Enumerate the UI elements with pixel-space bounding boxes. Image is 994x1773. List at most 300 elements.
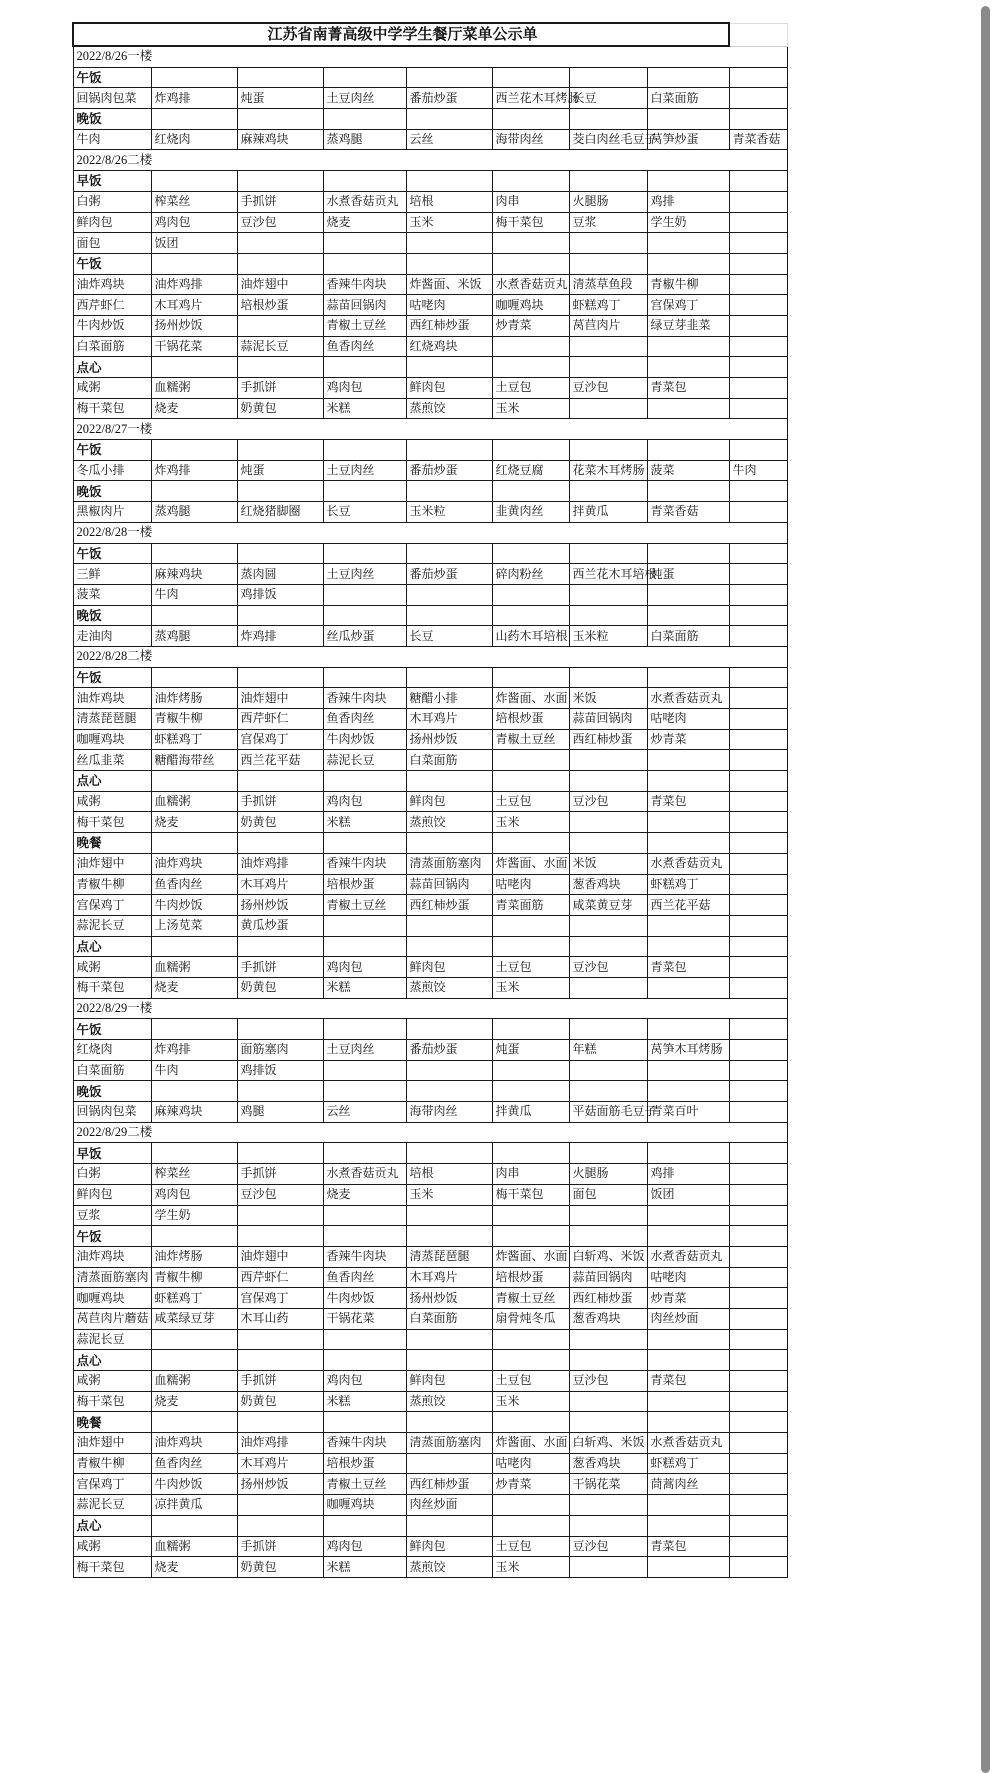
- empty-cell: [323, 1019, 406, 1040]
- dish-cell: 牛肉炒饭: [323, 1288, 406, 1309]
- empty-cell: [323, 253, 406, 274]
- empty-cell: [237, 936, 323, 957]
- dish-cell: 木耳鸡片: [237, 1453, 323, 1474]
- dish-cell: [729, 812, 787, 833]
- dish-cell: 红烧豆腐: [492, 460, 569, 481]
- meal-label: 点心: [73, 357, 151, 378]
- empty-cell: [323, 357, 406, 378]
- table-row: [73, 295, 787, 316]
- table-row: [73, 709, 787, 730]
- dish-cell: 玉米粒: [406, 502, 492, 523]
- dish-cell: 干锅花菜: [323, 1308, 406, 1329]
- dish-cell: 麻辣鸡块: [151, 1102, 237, 1123]
- dish-cell: 梅干菜包: [492, 212, 569, 233]
- table-row: [73, 274, 787, 295]
- dish-cell: 蒸鸡腿: [323, 129, 406, 150]
- empty-cell: [151, 1019, 237, 1040]
- dish-cell: 土豆包: [492, 957, 569, 978]
- date-row: [73, 998, 787, 1019]
- dish-cell: 米糕: [323, 1557, 406, 1578]
- date-row: [73, 522, 787, 543]
- dish-cell: 冬瓜小排: [73, 460, 151, 481]
- dish-cell: 西红柿炒蛋: [406, 315, 492, 336]
- empty-cell: [729, 23, 787, 46]
- dish-cell: 长豆: [323, 502, 406, 523]
- table-row: [73, 460, 787, 481]
- dish-cell: 莴笋木耳烤肠: [647, 1040, 729, 1061]
- dish-cell: 菠菜: [647, 460, 729, 481]
- meal-header-row: [73, 936, 787, 957]
- dish-cell: 茼蒿肉丝: [647, 1474, 729, 1495]
- empty-cell: [729, 1226, 787, 1247]
- empty-cell: [569, 1350, 647, 1371]
- dish-cell: [729, 212, 787, 233]
- empty-cell: [151, 357, 237, 378]
- empty-cell: [569, 1515, 647, 1536]
- dish-cell: 鸡排饭: [237, 584, 323, 605]
- dish-cell: 咸粥: [73, 1536, 151, 1557]
- dish-cell: 手抓饼: [237, 378, 323, 399]
- empty-cell: [151, 1350, 237, 1371]
- table-row: [73, 1433, 787, 1454]
- dish-cell: 油炸翅中: [73, 853, 151, 874]
- dish-cell: [729, 584, 787, 605]
- dish-cell: 清蒸面筋塞肉: [73, 1267, 151, 1288]
- table-row: [73, 626, 787, 647]
- empty-cell: [729, 1143, 787, 1164]
- dish-cell: 奶黄包: [237, 398, 323, 419]
- dish-cell: 咕咾肉: [492, 1453, 569, 1474]
- dish-cell: [237, 1495, 323, 1516]
- vertical-scrollbar[interactable]: [981, 6, 990, 1773]
- empty-cell: [647, 440, 729, 461]
- dish-cell: 青菜包: [647, 1536, 729, 1557]
- dish-cell: 黑椒肉片: [73, 502, 151, 523]
- table-row: [73, 1288, 787, 1309]
- dish-cell: 宫保鸡丁: [237, 1288, 323, 1309]
- empty-cell: [151, 1412, 237, 1433]
- empty-cell: [406, 357, 492, 378]
- dish-cell: 土豆包: [492, 791, 569, 812]
- dish-cell: 宫保鸡丁: [73, 1474, 151, 1495]
- empty-cell: [237, 253, 323, 274]
- dish-cell: 鸡排: [647, 1164, 729, 1185]
- dish-cell: [729, 688, 787, 709]
- dish-cell: 烧麦: [151, 398, 237, 419]
- empty-cell: [492, 171, 569, 192]
- dish-cell: 土豆肉丝: [323, 460, 406, 481]
- dish-cell: 青菜百叶: [647, 1102, 729, 1123]
- dish-cell: [569, 1060, 647, 1081]
- meal-header-row: [73, 1143, 787, 1164]
- dish-cell: 油炸鸡排: [237, 1433, 323, 1454]
- dish-cell: 豆沙包: [569, 1536, 647, 1557]
- dish-cell: 白菜面筋: [647, 88, 729, 109]
- table-row: [73, 688, 787, 709]
- dish-cell: 牛肉炒饭: [73, 315, 151, 336]
- empty-cell: [569, 481, 647, 502]
- dish-cell: 黄瓜炒蛋: [237, 915, 323, 936]
- empty-cell: [237, 605, 323, 626]
- dish-cell: 咸菜黄豆芽: [569, 895, 647, 916]
- table-row: [73, 336, 787, 357]
- dish-cell: 番茄炒蛋: [406, 564, 492, 585]
- table-row: [73, 1164, 787, 1185]
- dish-cell: [237, 1205, 323, 1226]
- dish-cell: 肉串: [492, 1164, 569, 1185]
- empty-cell: [151, 1143, 237, 1164]
- dish-cell: 炸酱面、水面: [492, 688, 569, 709]
- empty-cell: [647, 833, 729, 854]
- dish-cell: 水煮香菇贡丸: [647, 688, 729, 709]
- dish-cell: [729, 502, 787, 523]
- dish-cell: 油炸鸡块: [73, 1246, 151, 1267]
- dish-cell: 培根炒蛋: [323, 1453, 406, 1474]
- meal-header-row: [73, 1226, 787, 1247]
- dish-cell: 清蒸面筋塞肉: [406, 853, 492, 874]
- table-row: [73, 129, 787, 150]
- dish-cell: 西红柿炒蛋: [569, 729, 647, 750]
- dish-cell: 牛肉: [73, 129, 151, 150]
- dish-cell: 番茄炒蛋: [406, 1040, 492, 1061]
- dish-cell: 炸鸡排: [151, 1040, 237, 1061]
- dish-cell: 西红柿炒蛋: [406, 895, 492, 916]
- dish-cell: [647, 1557, 729, 1578]
- dish-cell: 水煮香菇贡丸: [323, 1164, 406, 1185]
- dish-cell: 蒸煎饺: [406, 977, 492, 998]
- empty-cell: [569, 605, 647, 626]
- table-row: [73, 791, 787, 812]
- empty-cell: [151, 109, 237, 130]
- empty-cell: [406, 1412, 492, 1433]
- empty-cell: [237, 1412, 323, 1433]
- table-row: [73, 398, 787, 419]
- table-row: [73, 1329, 787, 1350]
- dish-cell: 西兰花木耳培根: [569, 564, 647, 585]
- dish-cell: 白粥: [73, 191, 151, 212]
- dish-cell: [151, 1329, 237, 1350]
- dish-cell: 豆浆: [569, 212, 647, 233]
- empty-cell: [151, 253, 237, 274]
- dish-cell: 土豆肉丝: [323, 564, 406, 585]
- dish-cell: 手抓饼: [237, 791, 323, 812]
- dish-cell: 培根: [406, 1164, 492, 1185]
- meal-label: 点心: [73, 936, 151, 957]
- table-row: [73, 1205, 787, 1226]
- table-row: [73, 874, 787, 895]
- empty-cell: [492, 1143, 569, 1164]
- date-row: [73, 419, 787, 440]
- table-row: [73, 1308, 787, 1329]
- empty-cell: [492, 771, 569, 792]
- dish-cell: 青椒土豆丝: [492, 1288, 569, 1309]
- dish-cell: 油炸鸡块: [73, 688, 151, 709]
- empty-cell: [569, 67, 647, 88]
- dish-cell: [729, 874, 787, 895]
- empty-cell: [729, 543, 787, 564]
- meal-label: 午饭: [73, 667, 151, 688]
- meal-header-row: [73, 833, 787, 854]
- dish-cell: 青椒土豆丝: [492, 729, 569, 750]
- dish-cell: [647, 233, 729, 254]
- dish-cell: 梅干菜包: [73, 1557, 151, 1578]
- empty-cell: [237, 771, 323, 792]
- empty-cell: [729, 667, 787, 688]
- dish-cell: 玉米: [492, 977, 569, 998]
- empty-cell: [406, 1143, 492, 1164]
- empty-cell: [647, 1350, 729, 1371]
- dish-cell: 培根: [406, 191, 492, 212]
- empty-cell: [569, 936, 647, 957]
- dish-cell: 蒜苗回锅肉: [323, 295, 406, 316]
- section-date: 2022/8/26二楼: [73, 150, 787, 171]
- empty-cell: [151, 771, 237, 792]
- empty-cell: [237, 357, 323, 378]
- dish-cell: 年糕: [569, 1040, 647, 1061]
- dish-cell: [729, 791, 787, 812]
- dish-cell: 拌黄瓜: [569, 502, 647, 523]
- table-row: [73, 957, 787, 978]
- dish-cell: 炖蛋: [237, 460, 323, 481]
- menu-table: [72, 22, 788, 1578]
- dish-cell: 豆沙包: [569, 791, 647, 812]
- dish-cell: [237, 315, 323, 336]
- empty-cell: [151, 605, 237, 626]
- dish-cell: 炒青菜: [492, 315, 569, 336]
- dish-cell: 宫保鸡丁: [73, 895, 151, 916]
- dish-cell: 水煮香菇贡丸: [647, 1246, 729, 1267]
- dish-cell: 咖喱鸡块: [73, 729, 151, 750]
- table-row: [73, 1391, 787, 1412]
- dish-cell: [647, 750, 729, 771]
- dish-cell: 白斩鸡、米饭: [569, 1433, 647, 1454]
- dish-cell: 血糯粥: [151, 957, 237, 978]
- empty-cell: [151, 833, 237, 854]
- dish-cell: 烧麦: [323, 212, 406, 233]
- dish-cell: 海带肉丝: [492, 129, 569, 150]
- meal-label: 晚饭: [73, 1081, 151, 1102]
- dish-cell: 牛肉: [151, 1060, 237, 1081]
- dish-cell: [729, 729, 787, 750]
- empty-cell: [569, 357, 647, 378]
- dish-cell: 西兰花平菇: [237, 750, 323, 771]
- dish-cell: 榨菜丝: [151, 1164, 237, 1185]
- table-row: [73, 584, 787, 605]
- dish-cell: 虾糕鸡丁: [647, 874, 729, 895]
- dish-cell: 扇骨炖冬瓜: [492, 1308, 569, 1329]
- dish-cell: [647, 977, 729, 998]
- dish-cell: [729, 1040, 787, 1061]
- dish-cell: 油炸翅中: [237, 1246, 323, 1267]
- dish-cell: 香辣牛肉块: [323, 853, 406, 874]
- dish-cell: [406, 1453, 492, 1474]
- empty-cell: [237, 543, 323, 564]
- dish-cell: [492, 233, 569, 254]
- dish-cell: 青菜包: [647, 378, 729, 399]
- empty-cell: [151, 1515, 237, 1536]
- dish-cell: 白斩鸡、米饭: [569, 1246, 647, 1267]
- dish-cell: 咸粥: [73, 378, 151, 399]
- dish-cell: 蒸煎饺: [406, 812, 492, 833]
- dish-cell: 青菜包: [647, 1371, 729, 1392]
- empty-cell: [729, 357, 787, 378]
- empty-cell: [237, 1515, 323, 1536]
- empty-cell: [151, 171, 237, 192]
- dish-cell: [729, 1329, 787, 1350]
- meal-label: 晚饭: [73, 481, 151, 502]
- empty-cell: [492, 1412, 569, 1433]
- dish-cell: [406, 915, 492, 936]
- dish-cell: 西芹虾仁: [73, 295, 151, 316]
- meal-label: 午饭: [73, 67, 151, 88]
- dish-cell: 油炸鸡排: [237, 853, 323, 874]
- dish-cell: 梅干菜包: [492, 1184, 569, 1205]
- dish-cell: [729, 1391, 787, 1412]
- dish-cell: 咸粥: [73, 957, 151, 978]
- dish-cell: [492, 584, 569, 605]
- dish-cell: 奶黄包: [237, 977, 323, 998]
- dish-cell: 培根炒蛋: [492, 1267, 569, 1288]
- dish-cell: 青菜包: [647, 791, 729, 812]
- empty-cell: [323, 1081, 406, 1102]
- dish-cell: 炒青菜: [492, 1474, 569, 1495]
- dish-cell: 烧麦: [151, 1391, 237, 1412]
- dish-cell: 鸡排: [647, 191, 729, 212]
- empty-cell: [323, 667, 406, 688]
- dish-cell: [569, 1329, 647, 1350]
- dish-cell: [729, 398, 787, 419]
- meal-header-row: [73, 109, 787, 130]
- dish-cell: 玉米: [406, 212, 492, 233]
- dish-cell: 鱼香肉丝: [151, 874, 237, 895]
- dish-cell: 油炸翅中: [237, 688, 323, 709]
- dish-cell: 蒸煎饺: [406, 1391, 492, 1412]
- dish-cell: 豆沙包: [569, 957, 647, 978]
- empty-cell: [237, 1226, 323, 1247]
- date-row: [73, 646, 787, 667]
- meal-label: 早饭: [73, 171, 151, 192]
- empty-cell: [569, 771, 647, 792]
- meal-header-row: [73, 1412, 787, 1433]
- empty-cell: [323, 1226, 406, 1247]
- dish-cell: [729, 957, 787, 978]
- empty-cell: [406, 667, 492, 688]
- meal-label: 点心: [73, 771, 151, 792]
- meal-header-row: [73, 481, 787, 502]
- dish-cell: [729, 1184, 787, 1205]
- dish-cell: 麻辣鸡块: [151, 564, 237, 585]
- dish-cell: [647, 336, 729, 357]
- dish-cell: 虾糕鸡丁: [151, 1288, 237, 1309]
- empty-cell: [323, 1515, 406, 1536]
- dish-cell: [492, 750, 569, 771]
- dish-cell: 炖蛋: [492, 1040, 569, 1061]
- dish-cell: 咸粥: [73, 791, 151, 812]
- meal-label: 午饭: [73, 1019, 151, 1040]
- empty-cell: [323, 833, 406, 854]
- dish-cell: [569, 750, 647, 771]
- dish-cell: 油炸鸡块: [151, 853, 237, 874]
- dish-cell: 青椒牛柳: [151, 1267, 237, 1288]
- title-row: [73, 23, 787, 46]
- empty-cell: [406, 1226, 492, 1247]
- dish-cell: 白菜面筋: [73, 1060, 151, 1081]
- empty-cell: [569, 171, 647, 192]
- meal-label: 点心: [73, 1350, 151, 1371]
- empty-cell: [237, 109, 323, 130]
- dish-cell: 青菜面筋: [492, 895, 569, 916]
- dish-cell: 青椒牛柳: [73, 874, 151, 895]
- meal-label: 晚饭: [73, 109, 151, 130]
- dish-cell: 扬州炒饭: [406, 1288, 492, 1309]
- dish-cell: 米饭: [569, 688, 647, 709]
- empty-cell: [647, 1143, 729, 1164]
- dish-cell: 咕咾肉: [647, 709, 729, 730]
- table-row: [73, 729, 787, 750]
- dish-cell: 玉米: [492, 398, 569, 419]
- dish-cell: [492, 915, 569, 936]
- dish-cell: 肉串: [492, 191, 569, 212]
- empty-cell: [323, 1412, 406, 1433]
- dish-cell: 手抓饼: [237, 957, 323, 978]
- dish-cell: [492, 1205, 569, 1226]
- empty-cell: [729, 171, 787, 192]
- meal-header-row: [73, 171, 787, 192]
- dish-cell: 香辣牛肉块: [323, 1433, 406, 1454]
- dish-cell: [729, 977, 787, 998]
- dish-cell: 番茄炒蛋: [406, 88, 492, 109]
- empty-cell: [647, 357, 729, 378]
- dish-cell: 烧麦: [323, 1184, 406, 1205]
- empty-cell: [729, 1081, 787, 1102]
- dish-cell: [729, 1164, 787, 1185]
- empty-cell: [569, 253, 647, 274]
- table-row: [73, 750, 787, 771]
- dish-cell: 木耳山药: [237, 1308, 323, 1329]
- dish-cell: 火腿肠: [569, 1164, 647, 1185]
- dish-cell: 青椒土豆丝: [323, 315, 406, 336]
- dish-cell: [569, 1495, 647, 1516]
- dish-cell: 咕咾肉: [492, 874, 569, 895]
- empty-cell: [492, 936, 569, 957]
- dish-cell: [729, 895, 787, 916]
- meal-label: 午饭: [73, 1226, 151, 1247]
- dish-cell: [406, 233, 492, 254]
- empty-cell: [406, 771, 492, 792]
- dish-cell: 韭黄肉丝: [492, 502, 569, 523]
- empty-cell: [569, 440, 647, 461]
- dish-cell: 白菜面筋: [73, 336, 151, 357]
- dish-cell: 鲜肉包: [73, 1184, 151, 1205]
- dish-cell: 蒜泥长豆: [73, 1495, 151, 1516]
- dish-cell: 蒸鸡腿: [151, 502, 237, 523]
- dish-cell: 扬州炒饭: [237, 895, 323, 916]
- empty-cell: [151, 667, 237, 688]
- dish-cell: 米糕: [323, 812, 406, 833]
- dish-cell: [729, 1453, 787, 1474]
- meal-label: 午饭: [73, 440, 151, 461]
- dish-cell: [729, 233, 787, 254]
- table-row: [73, 1536, 787, 1557]
- dish-cell: 奶黄包: [237, 1391, 323, 1412]
- dish-cell: 血糯粥: [151, 378, 237, 399]
- dish-cell: 油炸烤肠: [151, 688, 237, 709]
- dish-cell: [729, 750, 787, 771]
- dish-cell: 玉米粒: [569, 626, 647, 647]
- dish-cell: 炸酱面、水面: [492, 853, 569, 874]
- empty-cell: [492, 67, 569, 88]
- empty-cell: [151, 1081, 237, 1102]
